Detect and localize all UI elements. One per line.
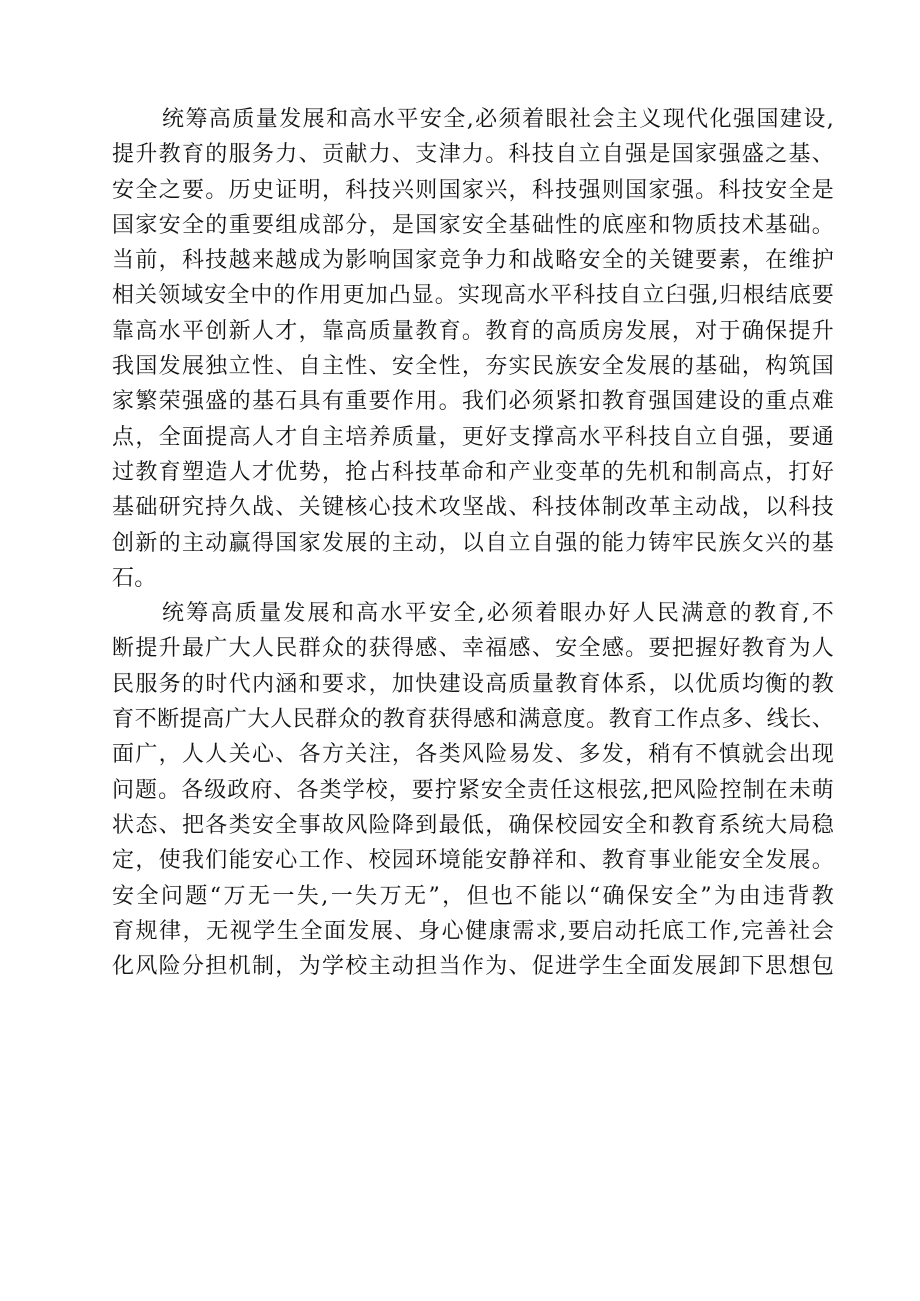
text-line: 过教育塑造人才优势，抢占科技革命和产业变革的先机和制高点，打好 [112,459,834,485]
text-line: 育规律，无视学生全面发展、身心健康需求,要启动托底工作,完善社会 [112,918,834,944]
text-line: 问题。各级政府、各类学校，要拧紧安全责任这根弦,把风险控制在未萌 [112,777,834,803]
text-line: 断提升最广大人民群众的获得感、幸福感、安全感。要把握好教育为人 [112,636,834,662]
text-line: 安全之要。历史证明，科技兴则国家兴，科技强则国家强。科技安全是 [112,177,834,203]
text-line: 石。 [112,565,157,591]
text-line: 靠高水平创新人才，靠高质量教育。教育的高质房发展，对于确保提升 [112,318,834,344]
paragraph [112,596,834,984]
text-line: 状态、把各类安全事故风险降到最低，确保校园安全和教育系统大局稳 [112,812,834,838]
text-line: 育不断提高广大人民群众的教育获得感和满意度。教育工作点多、线长、 [112,707,834,733]
text-line: 民服务的时代内涵和要求，加快建设高质量教育体系，以优质均衡的教 [112,671,834,697]
document-page [112,102,834,984]
text-line: 提升教育的服务力、贡献力、支津力。科技自立自强是国家强盛之基、 [112,142,834,168]
text-line: 点，全面提高人才自主培养质量，更好支撑高水平科技自立自强，要通 [112,424,834,450]
text-line: 安全问题“万无一失,一失万无”，但也不能以“确保安全”为由违背教 [112,883,834,909]
text-line: 当前，科技越来越成为影响国家竞争力和战略安全的关键要素，在维护 [112,248,834,274]
text-line: 创新的主动赢得国家发展的主动，以自立自强的能力铸牢民族攵兴的基 [112,530,834,556]
text-line: 统筹高质量发展和高水平安全,必须着眼社会主义现代化强国建设, [162,107,834,132]
text-line: 面广，人人关心、各方关注，各类风险易发、多发，稍有不慎就会出现 [112,742,834,768]
text-line: 基础研究持久战、关键核心技术攻坚战、科技体制改革主动战，以科技 [112,495,834,521]
text-line: 化风险分担机制，为学校主动担当作为、促进学生全面发展卸下思想包 [112,954,834,980]
text-line: 相关领域安全中的作用更加凸显。实现高水平科技自立臼强,归根结底要 [112,283,834,309]
text-line: 我国发展独立性、自主性、安全性，夯实民族安全发展的基础，构筑国 [112,354,834,380]
text-line: 国家安全的重要组成部分，是国家安全基础性的底座和物质技术基础。 [112,212,834,238]
text-line: 定，使我们能安心工作、校园环境能安静祥和、教育事业能安全发展。 [112,848,834,874]
text-line: 家繁荣强盛的基石具有重要作用。我们必须紧扣教育强国建设的重点难 [112,389,834,415]
text-line: 统筹高质量发展和高水平安全,必须着眼办好人民满意的教育,不 [162,601,834,627]
paragraph [112,102,834,596]
